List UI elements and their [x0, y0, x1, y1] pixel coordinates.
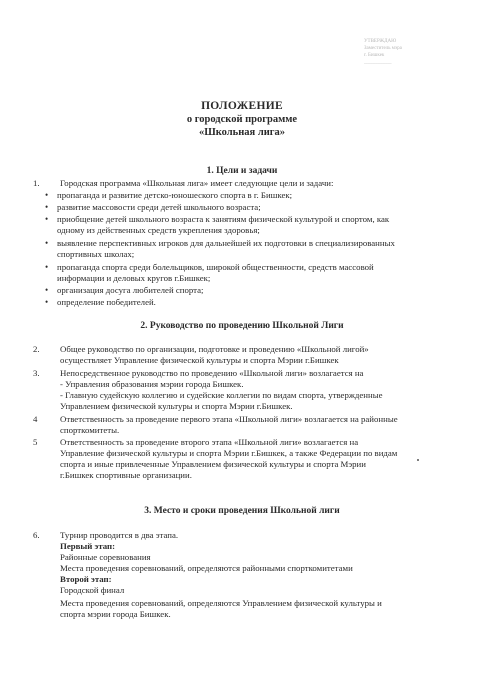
stage-2-place: Места проведения соревнований, определяются Управлением физической культуры и [60, 598, 382, 608]
list-item: развитие массовости среди детей школьного возраста; [57, 202, 261, 212]
paragraph-line: - Главную судейскую коллегию и судейские коллегии по видам спорта, утвержденные [60, 390, 383, 400]
stage-2-label: Второй этап: [60, 574, 112, 584]
section-3-heading: 3. Место и сроки проведения Школьной лиги [144, 506, 340, 516]
bullet-icon: • [45, 238, 49, 248]
paragraph-line: Ответственность за проведение второго этапа «Школьной лиги» возлагается на [60, 437, 359, 447]
paragraph-line: Управление физической культуры и спорта Мэрии г.Бишкек, а также Федерации по видам [60, 448, 398, 458]
item-number: 1. [33, 178, 40, 188]
stage-1-name: Районные соревнования [60, 552, 151, 562]
bullet-icon: • [45, 190, 49, 200]
stage-2-name: Городской финал [60, 585, 125, 595]
paragraph-line: Турнир проводится в два этапа. [60, 530, 179, 540]
list-item-continued: информации и деловых кругов г.Бишкек; [57, 273, 211, 283]
paragraph-line: Ответственность за проведение первого этапа «Школьной лиги» возлагается на районные [60, 414, 398, 424]
item-number: 3. [33, 368, 40, 378]
paragraph-line: Непосредственное руководство по проведению «Школьной лиги» возлагается на [60, 368, 364, 378]
title-line-3: «Школьная лига» [198, 127, 286, 138]
bullet-icon: • [45, 202, 49, 212]
title-line-2: о городской программе [186, 114, 298, 125]
list-item: пропаганда спорта среди болельщиков, широкой общественности, средств массовой [57, 262, 374, 272]
scan-speck [417, 459, 419, 461]
section-1-heading: 1. Цели и задачи [206, 166, 278, 176]
item-number: 6. [33, 530, 40, 540]
bullet-icon: • [45, 297, 49, 307]
paragraph-line: Общее руководство по организации, подготовке и проведению «Школьной лигой» [60, 344, 369, 354]
paragraph-line: спорткомитеты. [60, 425, 120, 435]
paragraph-line: спорта и иные привлеченные Управлением физической культуры и спорта Мэрии [60, 459, 366, 469]
stage-1-label: Первый этап: [60, 541, 116, 551]
section-2-heading: 2. Руководство по проведению Школьной Лиги [140, 321, 344, 331]
bullet-icon: • [45, 262, 49, 272]
paragraph-line: г.Бишкек спортивные организации. [60, 470, 192, 480]
list-item: организация досуга любителей спорта; [57, 285, 204, 295]
stamp-line: Заместитель мэра [364, 46, 402, 51]
stamp-line: ___________ [364, 60, 392, 65]
bullet-icon: • [45, 285, 49, 295]
list-item: пропаганда и развитие детско-юношеского спорта в г. Бишкек; [57, 190, 293, 200]
paragraph-line: осуществляет Управление физической культуры и спорта Мэрии г.Бишкек [60, 355, 339, 365]
paragraph-line: Управлением физической культуры и спорта Мэрии г.Бишкек. [60, 401, 293, 411]
approval-stamp [364, 38, 444, 66]
list-item: определение победителей. [57, 297, 156, 307]
item-number: 4 [33, 414, 38, 424]
document-title [0, 99, 484, 139]
list-item: выявление перспективных игроков для дальнейшей их подготовки в специализированных [57, 238, 395, 248]
title-line-1: ПОЛОЖЕНИЕ [201, 100, 283, 112]
stamp-line: г. Бишкек [364, 53, 385, 58]
bullet-icon: • [45, 214, 49, 224]
stage-1-place: Места проведения соревнований, определяются районными спорткомитетами [60, 563, 353, 573]
paragraph-line: - Управления образования мэрии города Бишкек. [60, 379, 244, 389]
list-item-continued: спортивных школах; [57, 249, 135, 259]
section-1-intro: Городская программа «Школьная лига» имеет следующие цели и задачи: [60, 178, 334, 188]
list-item-continued: одному из действенных средств укрепления здоровья; [57, 225, 260, 235]
list-item: приобщение детей школьного возраста к занятиям физической культурой и спортом, как [57, 214, 390, 224]
stamp-line: УТВЕРЖДАЮ [364, 39, 397, 44]
item-number: 5 [33, 437, 38, 447]
item-number: 2. [33, 344, 40, 354]
stage-2-place-continued: спорта мэрии города Бишкек. [60, 609, 171, 619]
